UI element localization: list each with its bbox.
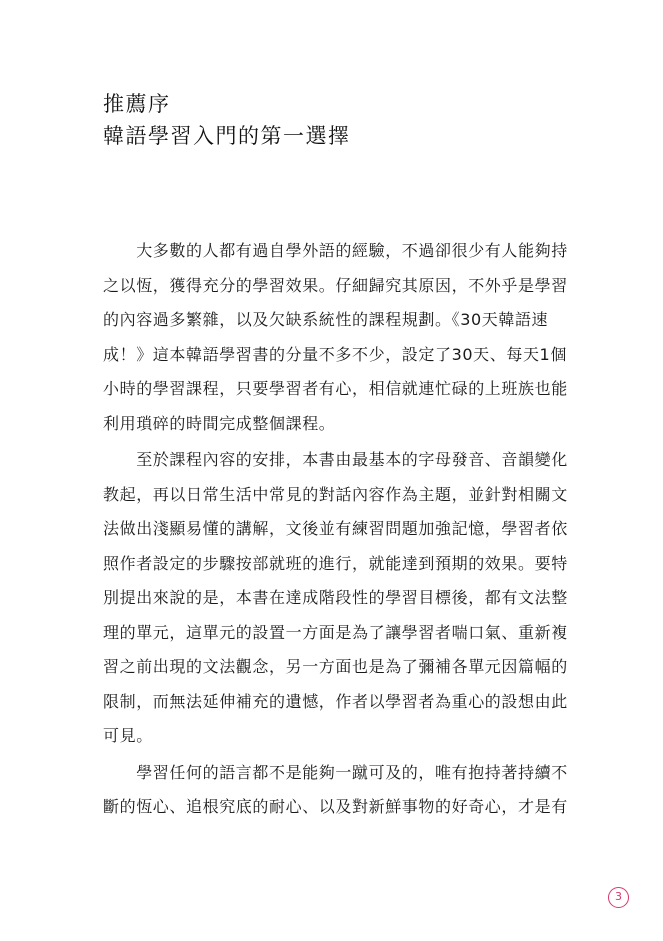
paragraph-line: 限制，而無法延伸補充的遺憾，作者以學習者為重心的設想由此 xyxy=(103,691,568,711)
body-text xyxy=(103,234,568,825)
paragraph-line: 大多數的人都有過自學外語的經驗，不過卻很少有人能夠持 xyxy=(103,241,568,260)
title-block xyxy=(103,88,351,152)
paragraph-line: 照作者設定的步驟按部就班的進行，就能達到預期的效果。要特 xyxy=(103,553,568,573)
paragraph-line: 學習任何的語言都不是能夠一蹴可及的，唯有抱持著持續不 xyxy=(103,762,568,782)
paragraph-line: 成！》這本韓語學習書的分量不多不少，設定了30天、每天1個 xyxy=(103,344,567,364)
paragraph-line: 的內容過多繁雜，以及欠缺系統性的課程規劃。《30天韓語速 xyxy=(103,310,549,329)
paragraph-line: 至於課程內容的安排，本書由最基本的字母發音、音韻變化 xyxy=(103,450,568,469)
paragraph-line: 習之前出現的文法觀念，另一方面也是為了彌補各單元因篇幅的 xyxy=(103,657,568,676)
paragraph-line: 理的單元，這單元的設置一方面是為了讓學習者喘口氣、重新複 xyxy=(103,622,568,642)
paragraph-line: 斷的恆心、追根究底的耐心、以及對新鮮事物的好奇心，才是有 xyxy=(103,797,568,816)
paragraph-line: 小時的學習課程，只要學習者有心，相信就連忙碌的上班族也能 xyxy=(103,379,568,398)
paragraph-line: 利用瑣碎的時間完成整個課程。 xyxy=(103,413,336,433)
page-number-badge: 3 xyxy=(608,887,629,908)
paragraph-line: 教起，再以日常生活中常見的對話內容作為主題，並針對相關文 xyxy=(103,484,568,504)
page-title: 韓語學習入門的第一選擇 xyxy=(103,124,351,148)
paragraph-line: 法做出淺顯易懂的講解，文後並有練習問題加強記憶，學習者依 xyxy=(103,519,568,538)
paragraph-line: 別提出來說的是，本書在達成階段性的學習目標後，都有文法整 xyxy=(103,588,568,607)
section-label: 推薦序 xyxy=(103,92,171,116)
paragraph-line: 之以恆，獲得充分的學習效果。仔細歸究其原因，不外乎是學習 xyxy=(103,275,568,295)
paragraph-line: 可見。 xyxy=(103,726,153,745)
